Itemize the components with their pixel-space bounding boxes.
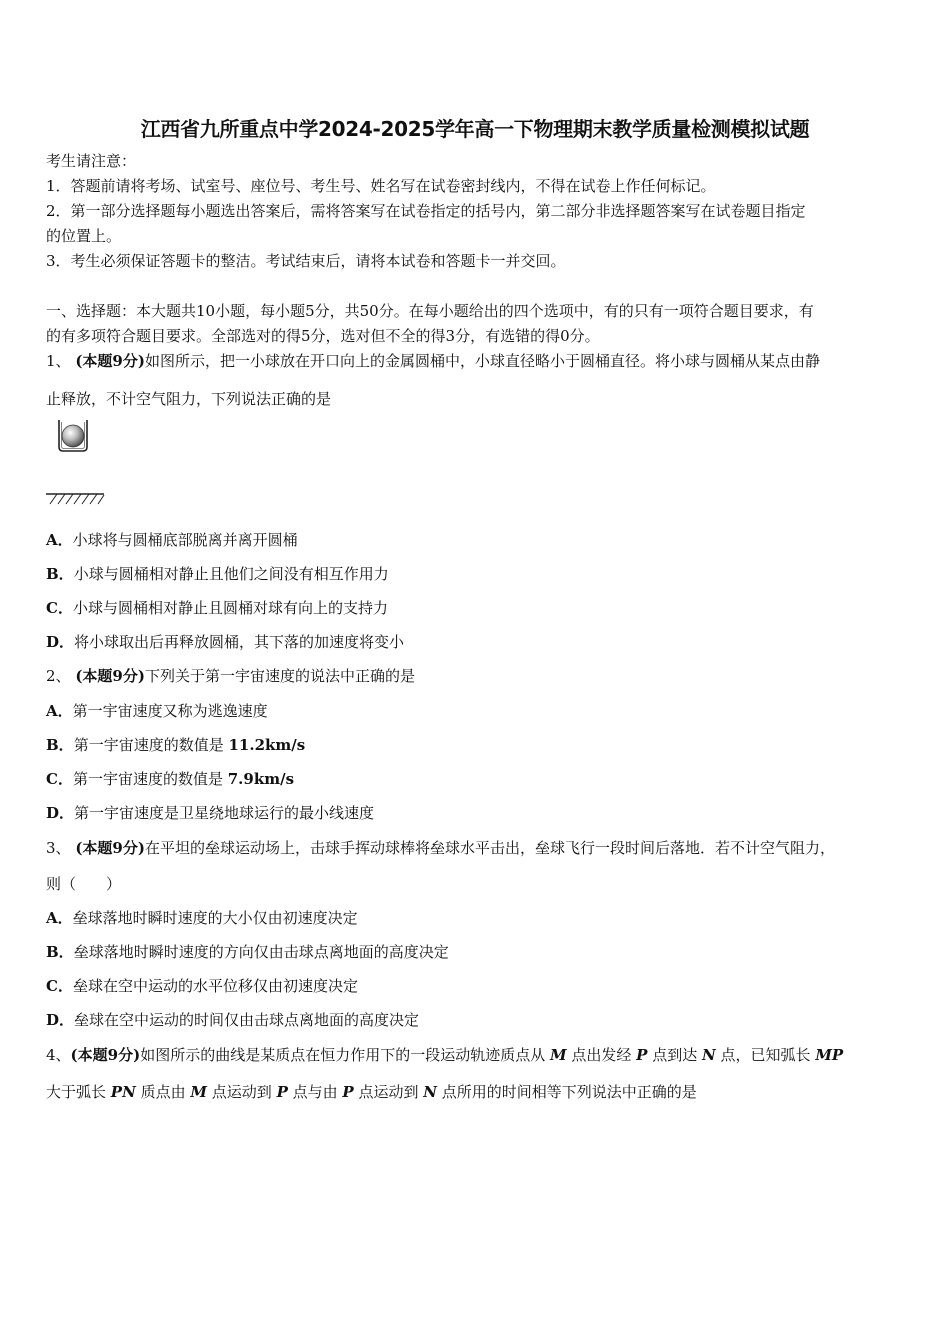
section1-line2: 的有多项符合题目要求。全部选对的得5分，选对但不全的得3分，有选错的得0分。 [46, 327, 600, 345]
ground-hatch-icon [46, 492, 106, 506]
q1-number: 1、 [46, 352, 71, 370]
page-title: 江西省九所重点中学2024-2025学年高一下物理期末教学质量检测模拟试题 [140, 117, 810, 141]
q2-option-a: A．第一宇宙速度又称为逃逸速度 [46, 702, 268, 720]
q4-stem: 4、(本题9分)如图所示的曲线是某质点在恒力作用下的一段运动轨迹质点从 M 点出发经 P 点到达 N 点，已知弧长 MP [46, 1046, 844, 1064]
q4-score: (本题9分) [70, 1046, 141, 1064]
q1-option-c: C．小球与圆桶相对静止且圆桶对球有向上的支持力 [46, 599, 388, 617]
q2-option-d: D．第一宇宙速度是卫星绕地球运行的最小线速度 [46, 804, 375, 822]
q3-option-c: C．垒球在空中运动的水平位移仅由初速度决定 [46, 977, 358, 995]
notice-item-1: 1．答题前请将考场、试室号、座位号、考生号、姓名写在试卷密封线内，不得在试卷上作任何标记。 [46, 177, 716, 195]
q2-text: 下列关于第一宇宙速度的说法中正确的是 [144, 667, 415, 685]
q3-option-a: A．垒球落地时瞬时速度的大小仅由初速度决定 [46, 909, 358, 927]
q3-stem [46, 838, 835, 858]
q3-stem-cont: 则（ ） [46, 875, 122, 893]
q1-score: (本题9分) [75, 352, 145, 370]
q1-stem-cont: 止释放，不计空气阻力，下列说法正确的是 [46, 390, 332, 408]
q4-number: 4、 [46, 1046, 71, 1064]
q2-number: 2、 [46, 667, 71, 685]
notice-heading: 考生请注意： [46, 152, 137, 170]
q1-text1: 如图所示，把一小球放在开口向上的金属圆桶中，小球直径略小于圆桶直径。将小球与圆桶从某点由静 [144, 352, 820, 370]
q2-stem [46, 666, 415, 686]
q2-score: (本题9分) [75, 667, 145, 685]
ball-in-bucket-figure [54, 418, 94, 454]
notice-item-3: 3．考生必须保证答题卡的整洁。考试结束后，请将本试卷和答题卡一并交回。 [46, 252, 566, 270]
q3-score: (本题9分) [75, 839, 145, 857]
q1-stem [46, 351, 820, 371]
q3-option-d: D．垒球在空中运动的时间仅由击球点离地面的高度决定 [46, 1011, 420, 1029]
q2-option-c: C．第一宇宙速度的数值是 7.9km/s [46, 770, 295, 788]
notice-item-2: 2．第一部分选择题每小题选出答案后，需将答案写在试卷指定的括号内，第二部分非选择题答案写在试卷题目指定 [46, 202, 806, 220]
notice-item-2-cont: 的位置上。 [46, 227, 122, 245]
q1-option-d: D．将小球取出后再释放圆桶，其下落的加速度将变小 [46, 633, 405, 651]
q3-option-b: B．垒球落地时瞬时速度的方向仅由击球点离地面的高度决定 [46, 943, 449, 961]
section1-line1: 一、选择题：本大题共10小题，每小题5分，共50分。在每小题给出的四个选项中，有的只有一项符合题目要求，有 [46, 302, 814, 320]
q1-option-a: A．小球将与圆桶底部脱离并离开圆桶 [46, 531, 298, 549]
q3-number: 3、 [46, 839, 71, 857]
q2-option-b: B．第一宇宙速度的数值是 11.2km/s [46, 736, 306, 754]
q4-stem-cont: 大于弧长 PN 质点由 M 点运动到 P 点与由 P 点运动到 N 点所用的时间相等下列说法中正确的是 [46, 1083, 697, 1101]
q1-option-b: B．小球与圆桶相对静止且他们之间没有相互作用力 [46, 565, 389, 583]
q3-text1: 在平坦的垒球运动场上，击球手挥动球棒将垒球水平击出，垒球飞行一段时间后落地．若不计空气阻力， [144, 839, 835, 857]
